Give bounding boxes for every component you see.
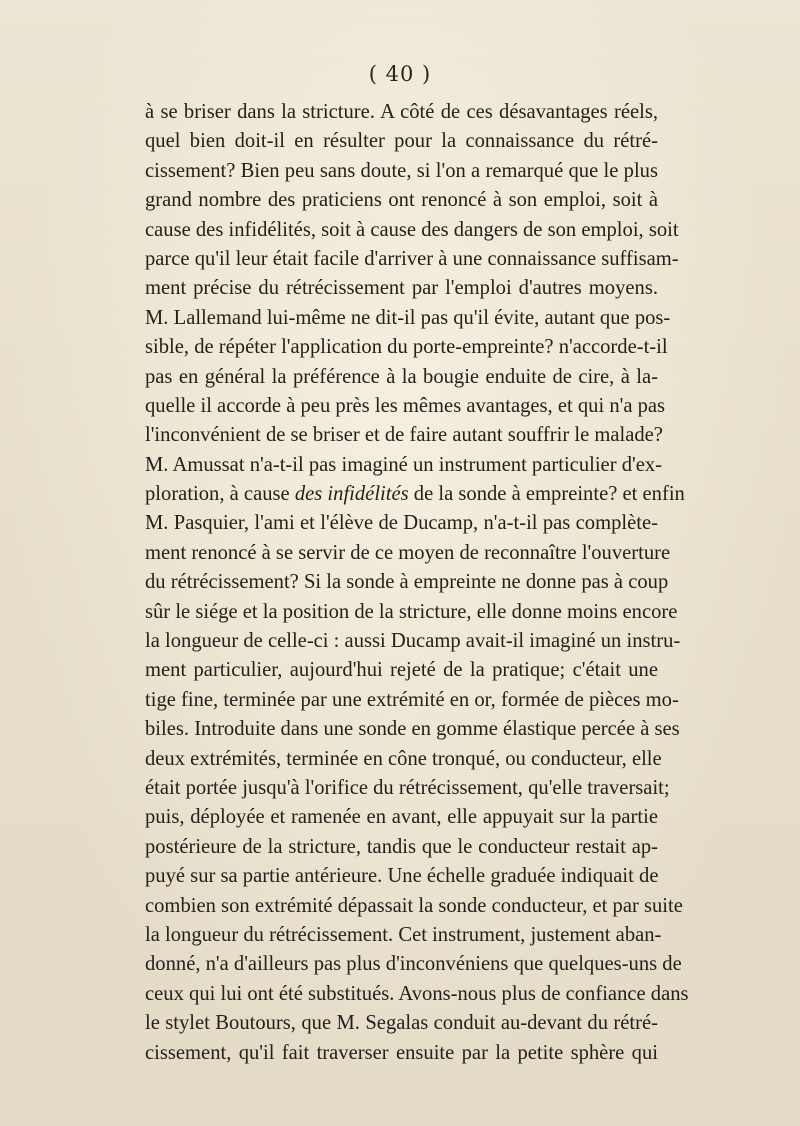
text-line: M. Amussat n'a-t-il pas imaginé un instrument particulier d'ex- xyxy=(145,453,663,476)
text-line: l'inconvénient de se briser et de faire autant souffrir le malade? xyxy=(145,424,663,447)
text-line: la longueur du rétrécissement. Cet instrument, justement aban- xyxy=(145,923,662,946)
page-number: ( 40 ) xyxy=(368,62,432,86)
text-line: puyé sur sa partie antérieure. Une échelle graduée indiquait de xyxy=(145,865,659,888)
text-line: M. Pasquier, l'ami et l'élève de Ducamp, n'a-t-il pas complète- xyxy=(145,512,658,535)
text-line: ceux qui lui ont été substitués. Avons-nous plus de confiance dans xyxy=(145,982,689,1005)
text-line: était portée jusqu'à l'orifice du rétrécissement, qu'elle traversait; xyxy=(145,776,670,799)
text-line: puis, déployée et ramenée en avant, elle appuyait sur la partie xyxy=(145,806,658,829)
text-line: quelle il accorde à peu près les mêmes avantages, et qui n'a pas xyxy=(145,394,666,417)
italic-phrase: des infidélités xyxy=(294,483,409,506)
text-line: à se briser dans la stricture. A côté de ces désavantages réels, xyxy=(145,101,658,123)
text-line: deux extrémités, terminée en cône tronqué, ou conducteur, elle xyxy=(145,747,662,770)
text-line: la longueur de celle-ci : aussi Ducamp avait-il imaginé un instru- xyxy=(145,630,681,653)
text-line: parce qu'il leur était facile d'arriver à une connaissance suffisam- xyxy=(145,247,679,270)
text-line: du rétrécissement? Si la sonde à empreinte ne donne pas à coup xyxy=(145,571,669,594)
text-line: grand nombre des praticiens ont renoncé à son emploi, soit à xyxy=(145,189,658,212)
text-line: sûr le siége et la position de la stricture, elle donne moins encore xyxy=(145,600,678,623)
text-line: cissement, qu'il fait traverser ensuite par la petite sphère qui xyxy=(145,1041,658,1064)
text-line: ment renoncé à se servir de ce moyen de reconnaître l'ouverture xyxy=(145,541,671,564)
text-line: tige fine, terminée par une extrémité en or, formée de pièces mo- xyxy=(145,688,679,711)
text-line: postérieure de la stricture, tandis que le conducteur restait ap- xyxy=(145,835,658,858)
text-line: sible, de répéter l'application du porte-empreinte? n'accorde-t-il xyxy=(145,336,668,359)
text-line: pas en général la préférence à la bougie enduite de cire, à la- xyxy=(145,365,658,388)
text-line: combien son extrémité dépassait la sonde conducteur, et par suite xyxy=(145,894,683,917)
text-line: biles. Introduite dans une sonde en gomme élastique percée à ses xyxy=(145,718,680,741)
text-line: ment particulier, aujourd'hui rejeté de la pratique; c'était une xyxy=(145,659,658,682)
body-text xyxy=(145,98,689,1068)
text-line xyxy=(145,480,685,509)
text-line: quel bien doit-il en résulter pour la connaissance du rétré- xyxy=(145,130,658,153)
text-line: M. Lallemand lui-même ne dit-il pas qu'il évite, autant que pos- xyxy=(145,306,671,329)
text-line: ment précise du rétrécissement par l'emploi d'autres moyens. xyxy=(145,277,658,300)
text-line: donné, n'a d'ailleurs pas plus d'inconvéniens que quelques-uns de xyxy=(145,953,682,976)
text-line: cissement? Bien peu sans doute, si l'on a remarqué que le plus xyxy=(145,159,658,182)
text-line: cause des infidélités, soit à cause des dangers de son emploi, soit xyxy=(145,218,679,241)
text-segment: de la sonde à empreinte? et enfin xyxy=(408,483,685,506)
text-segment: ploration, à cause xyxy=(145,483,295,506)
text-line: le stylet Boutours, que M. Segalas conduit au-devant du rétré- xyxy=(145,1012,658,1035)
